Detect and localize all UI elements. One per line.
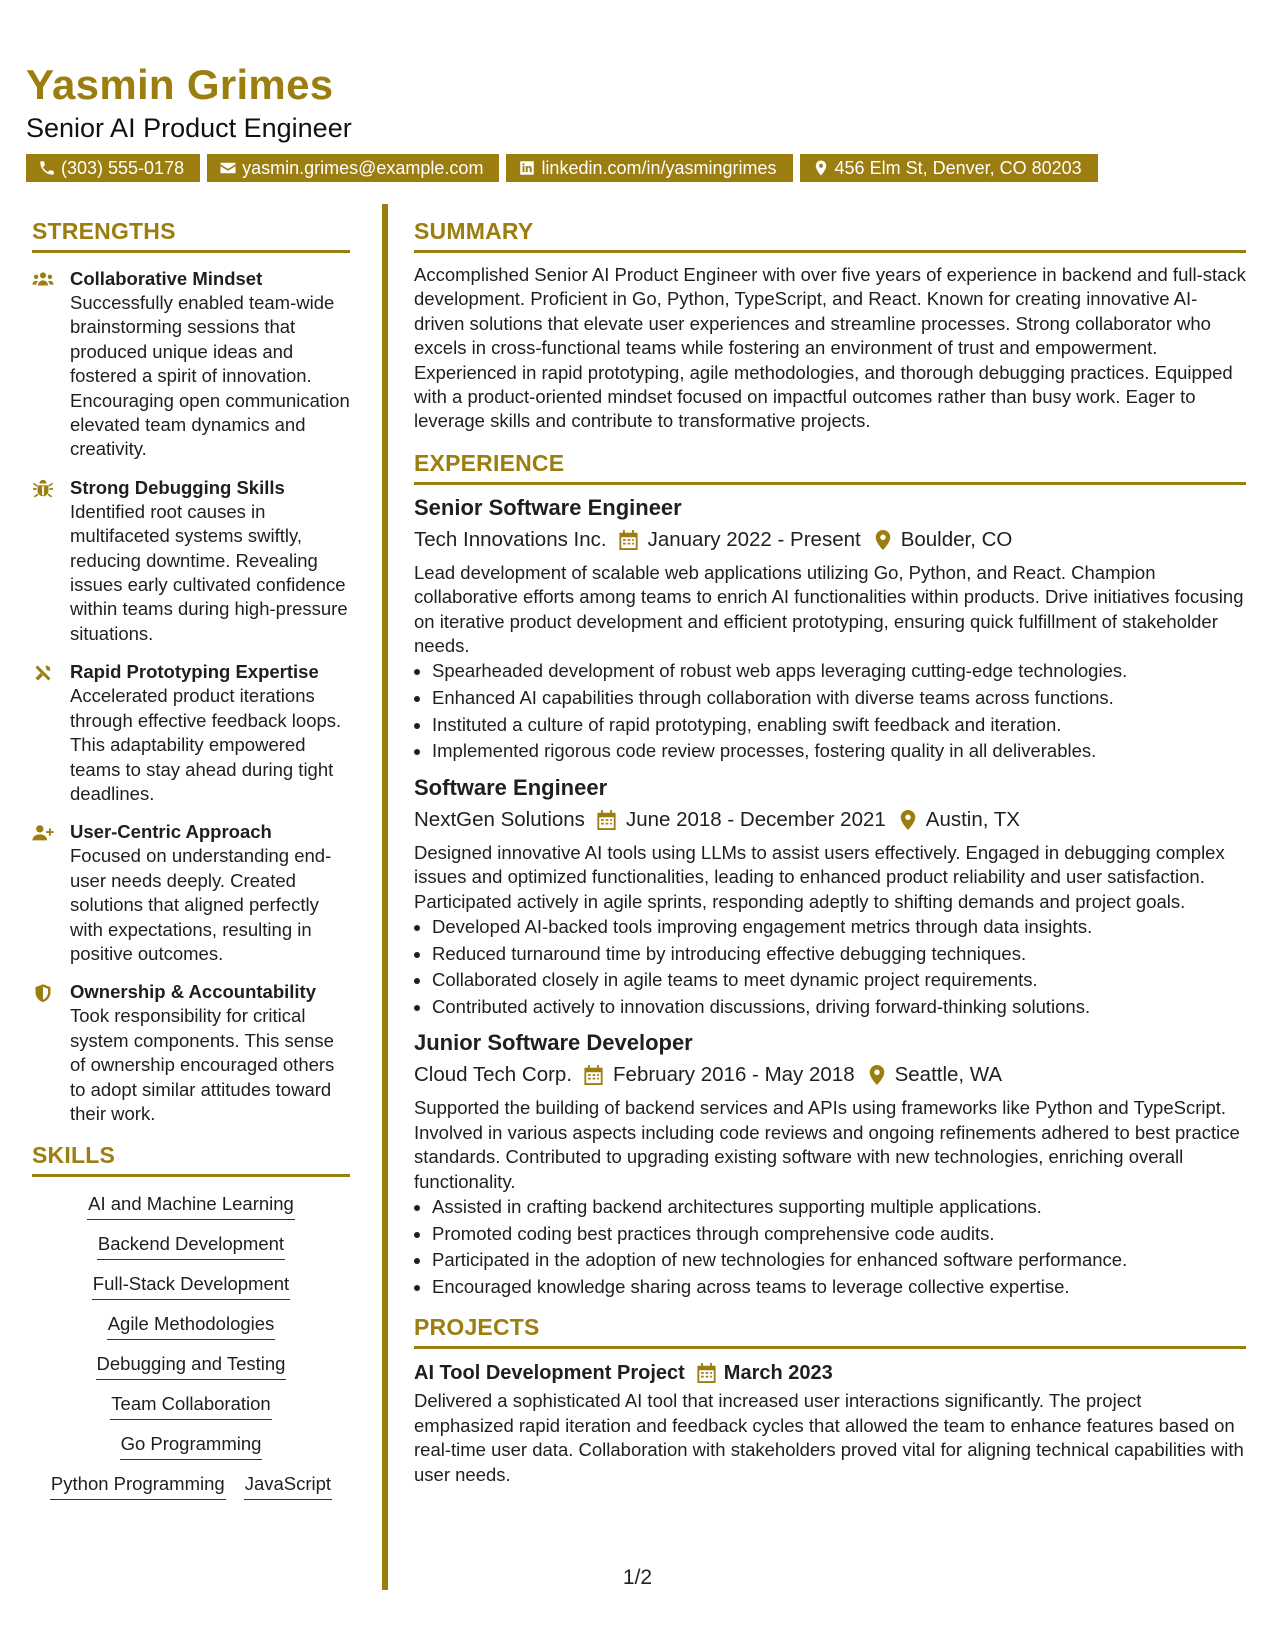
job-bullet: • Participated in the adoption of new technologies for enhanced software performance.	[432, 1247, 1246, 1274]
job-entry	[414, 773, 1246, 1021]
skills-heading: SKILLS	[32, 1140, 350, 1177]
job-bullet: • Reduced turnaround time by introducing effective debugging techniques.	[432, 941, 1246, 968]
map-pin-icon	[875, 530, 891, 550]
job-bullets	[414, 914, 1246, 1020]
experience-heading: EXPERIENCE	[414, 448, 1246, 485]
strength-title: Strong Debugging Skills	[70, 476, 285, 498]
job-bullet: • Developed AI-backed tools improving engagement metrics through data insights.	[432, 914, 1246, 941]
job-company: NextGen Solutions	[414, 807, 585, 831]
job-bullet: • Implemented rigorous code review processes, fostering quality in all deliverables.	[432, 738, 1246, 765]
envelope-icon	[219, 159, 237, 177]
users-icon	[32, 270, 54, 290]
job-title: Software Engineer	[414, 774, 608, 800]
linkedin-text: linkedin.com/in/yasmingrimes	[541, 158, 777, 178]
strength-item	[32, 476, 350, 646]
phone-icon	[38, 159, 56, 177]
skill-tag: Go Programming	[120, 1429, 263, 1460]
job-meta	[414, 805, 1246, 835]
strength-item	[32, 660, 350, 806]
candidate-name: Yasmin Grimes	[26, 61, 334, 108]
strength-desc: Took responsibility for critical system components. This sense of ownership encouraged others to adopt similar attitudes toward their work.	[70, 1005, 335, 1124]
strengths-heading: STRENGTHS	[32, 216, 350, 253]
user-plus-icon	[32, 823, 54, 843]
skill-tag: Full-Stack Development	[92, 1269, 290, 1300]
calendar-icon	[697, 1363, 716, 1383]
phone-chip[interactable]	[26, 154, 200, 182]
job-location: Boulder, CO	[900, 527, 1013, 551]
job-bullet: • Promoted coding best practices through comprehensive code audits.	[432, 1221, 1246, 1248]
strength-item	[32, 820, 350, 966]
shield-icon	[32, 983, 54, 1003]
job-entry	[414, 1028, 1246, 1300]
map-pin-icon	[812, 159, 830, 177]
address-chip	[800, 154, 1098, 182]
job-location: Austin, TX	[925, 807, 1020, 831]
calendar-icon	[619, 530, 638, 550]
job-bullet: • Assisted in crafting backend architectures supporting multiple applications.	[432, 1194, 1246, 1221]
project-entry	[414, 1359, 1246, 1487]
job-dates: June 2018 - December 2021	[625, 807, 886, 831]
left-column	[32, 216, 350, 1500]
job-bullets	[414, 1194, 1246, 1300]
column-divider	[382, 204, 388, 1590]
job-bullet: • Spearheaded development of robust web apps leveraging cutting-edge technologies.	[432, 658, 1246, 685]
strength-desc: Accelerated product iterations through effective feedback loops. This adaptability empowered teams to stay ahead during tight deadlines.	[70, 685, 342, 804]
skill-tag: Python Programming	[50, 1469, 226, 1500]
project-date: March 2023	[723, 1362, 833, 1385]
job-bullet: • Collaborated closely in agile teams to meet dynamic project requirements.	[432, 967, 1246, 994]
linkedin-chip[interactable]	[506, 154, 792, 182]
job-bullet: • Contributed actively to innovation discussions, driving forward-thinking solutions.	[432, 994, 1246, 1021]
job-bullets	[414, 658, 1246, 764]
job-meta	[414, 525, 1246, 555]
email-chip[interactable]	[207, 154, 499, 182]
skill-tag: Backend Development	[97, 1229, 285, 1260]
skills-list	[32, 1189, 350, 1500]
strength-desc: Successfully enabled team-wide brainstorming sessions that produced unique ideas and fostered a spirit of innovation. Encouraging open communication elevated team dynamics and creativity.	[70, 292, 350, 460]
job-meta	[414, 1060, 1246, 1090]
job-description: Lead development of scalable web applications utilizing Go, Python, and React. Champion collaborative efforts among teams to enrich AI functionalities within products. Drive initiatives focusing on iterative product development and efficient prototyping, ensuring quick fulfillment of stakeholder needs.	[414, 561, 1244, 657]
page-number: 1/2	[622, 1566, 653, 1589]
summary-text: Accomplished Senior AI Product Engineer with over five years of experience in backend and full-stack development. Proficient in Go, Python, TypeScript, and React. Known for creating innovative AI-driven solutions that elevate user experiences and streamline processes. Strong collaborator who excels in cross-functional teams while fostering an environment of trust and empowerment. Experienced in rapid prototyping, agile methodologies, and thorough debugging practices. Equipped with a product-oriented mindset focused on impactful outcomes rather than busy work. Eager to leverage skills and contribute to transformative projects.	[414, 264, 1246, 432]
tools-icon	[32, 663, 54, 683]
strength-desc: Focused on understanding end-user needs deeply. Created solutions that aligned perfectly with expectations, resulting in positive outcomes.	[70, 845, 332, 964]
strength-title: Collaborative Mindset	[70, 268, 263, 289]
skill-tag: Team Collaboration	[110, 1389, 271, 1420]
candidate-title: Senior AI Product Engineer	[26, 113, 352, 143]
skill-tag: JavaScript	[244, 1469, 332, 1500]
project-header	[414, 1359, 1246, 1387]
skill-tag: Agile Methodologies	[107, 1309, 276, 1340]
strength-title: User-Centric Approach	[70, 821, 272, 843]
job-dates: February 2016 - May 2018	[613, 1063, 855, 1087]
map-pin-icon	[869, 1065, 885, 1085]
right-column	[414, 216, 1246, 1487]
strength-title: Ownership & Accountability	[70, 981, 317, 1003]
strength-desc: Identified root causes in multifaceted systems swiftly, reducing downtime. Revealing issues early cultivated confidence within teams during high-pressure situations.	[70, 500, 348, 644]
job-company: Cloud Tech Corp.	[414, 1063, 573, 1087]
job-description: Designed innovative AI tools using LLMs to assist users effectively. Engaged in debugging complex issues and optimized functionalities, leading to enhanced product reliability and user satisfaction. Participated actively in agile sprints, responding adeptly to shifting demands and project goals.	[414, 841, 1225, 912]
project-description: Delivered a sophisticated AI tool that increased user interactions significantly. The project emphasized rapid iteration and feedback cycles that allowed the team to enhance features based on real-time user data. Collaboration with stakeholders proved vital for aligning technical capabilities with user needs.	[414, 1390, 1244, 1485]
job-dates: January 2022 - Present	[647, 527, 861, 551]
job-bullet: • Instituted a culture of rapid prototyping, enabling swift feedback and iteration.	[432, 712, 1246, 739]
calendar-icon	[584, 1065, 603, 1085]
phone-text: (303) 555-0178	[61, 158, 185, 178]
job-description: Supported the building of backend services and APIs using frameworks like Python and TypeScript. Involved in various aspects including code reviews and ongoing refinements adhered to best practice standards. Contributed to upgrading existing software with new technologies, enriching overall functionality.	[414, 1097, 1240, 1192]
strength-item	[32, 267, 350, 462]
resume-header	[26, 60, 1256, 182]
strength-title: Rapid Prototyping Expertise	[70, 661, 319, 683]
skill-tag: AI and Machine Learning	[87, 1189, 295, 1220]
job-title: Senior Software Engineer	[414, 494, 682, 520]
email-text: yasmin.grimes@example.com	[242, 158, 484, 178]
job-location: Seattle, WA	[894, 1063, 1003, 1087]
job-entry	[414, 493, 1246, 765]
job-bullet: • Enhanced AI capabilities through collaboration with diverse teams across functions.	[432, 685, 1246, 712]
project-title: AI Tool Development Project	[414, 1362, 685, 1385]
job-bullet: • Encouraged knowledge sharing across teams to leverage collective expertise.	[432, 1274, 1246, 1301]
job-company: Tech Innovations Inc.	[414, 527, 607, 551]
map-pin-icon	[900, 810, 916, 830]
bug-icon	[32, 479, 54, 499]
strengths-list	[32, 267, 350, 1126]
calendar-icon	[597, 810, 616, 830]
contact-bar	[26, 154, 1256, 182]
address-text: 456 Elm St, Denver, CO 80203	[834, 158, 1082, 178]
linkedin-icon	[518, 159, 536, 177]
summary-heading: SUMMARY	[414, 216, 1246, 253]
strength-item	[32, 980, 350, 1126]
skill-tag: Debugging and Testing	[96, 1349, 287, 1380]
projects-heading: PROJECTS	[414, 1312, 1246, 1349]
job-title: Junior Software Developer	[414, 1030, 693, 1056]
